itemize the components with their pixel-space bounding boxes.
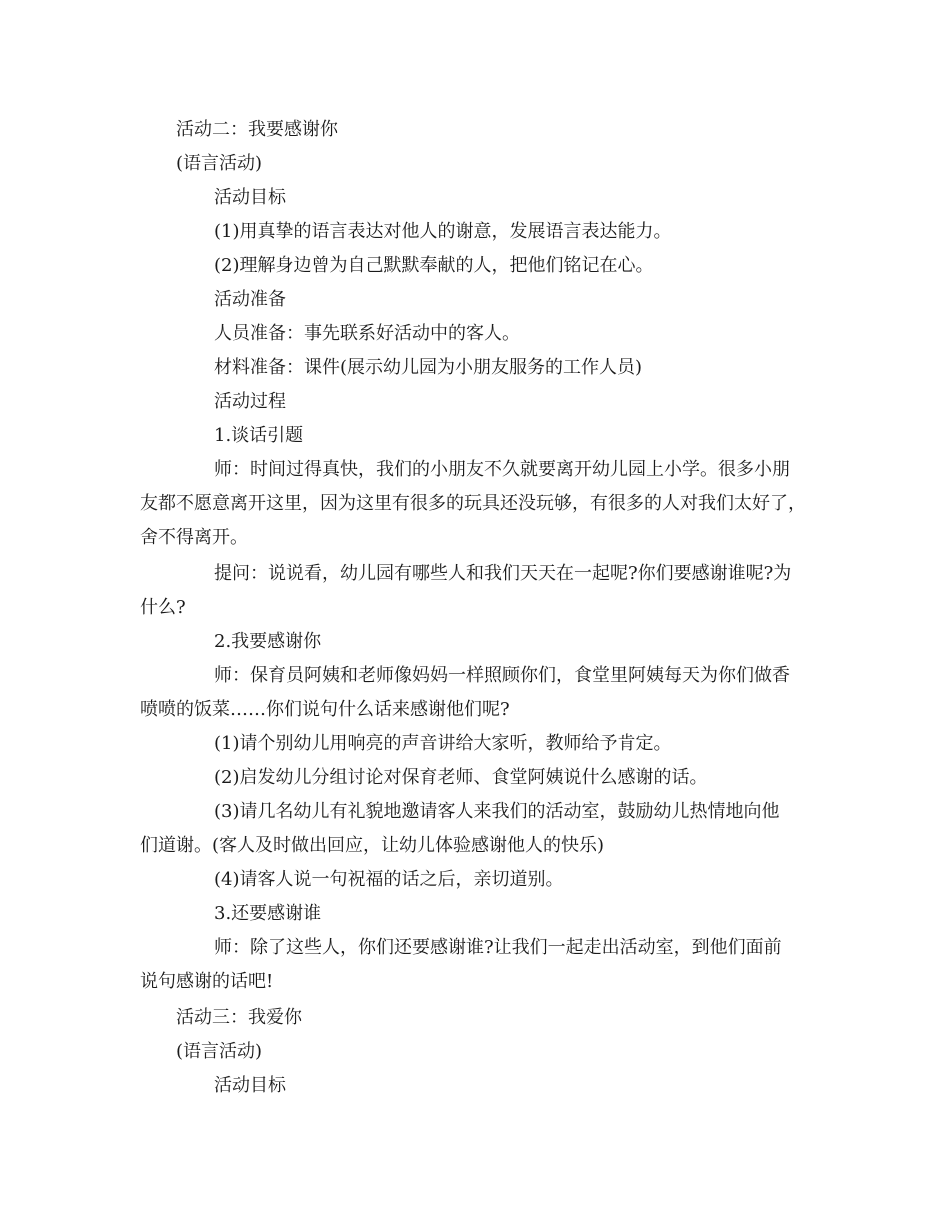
paragraph-line: (4)请客人说一句祝福的话之后，亲切道别。 [214,869,564,890]
activity-type: (语言活动) [176,1041,263,1062]
subheading: 活动目标 [214,1075,286,1096]
activity-type: (语言活动) [176,153,263,174]
paragraph-line: 师：时间过得真快，我们的小朋友不久就要离开幼儿园上小学。很多小朋 [214,459,790,480]
paragraph-line: 师：保育员阿姨和老师像妈妈一样照顾你们，食堂里阿姨每天为你们做香 [214,665,790,686]
paragraph-line: 舍不得离开。 [140,527,248,548]
paragraph-line: 友都不愿意离开这里，因为这里有很多的玩具还没玩够，有很多的人对我们太好了， [140,493,806,514]
paragraph-line: (2)理解身边曾为自己默默奉献的人，把他们铭记在心。 [214,255,654,276]
paragraph-line: 喷喷的饭菜……你们说句什么话来感谢他们呢? [140,699,510,720]
step-heading: 1.谈话引题 [214,425,304,446]
paragraph-line: 什么? [140,597,186,618]
paragraph-line: 们道谢。(客人及时做出回应，让幼儿体验感谢他人的快乐) [140,835,605,856]
paragraph-line: 人员准备：事先联系好活动中的客人。 [214,323,520,344]
paragraph-line: (3)请几名幼儿有礼貌地邀请客人来我们的活动室，鼓励幼儿热情地向他 [214,801,780,822]
paragraph-line: 师：除了这些人，你们还要感谢谁?让我们一起走出活动室，到他们面前 [214,937,782,958]
section-heading: 活动三：我爱你 [176,1007,302,1028]
paragraph-line: (2)启发幼儿分组讨论对保育老师、食堂阿姨说什么感谢的话。 [214,767,708,788]
paragraph-line: (1)请个别幼儿用响亮的声音讲给大家听，教师给予肯定。 [214,733,672,754]
section-heading: 活动二：我要感谢你 [176,119,338,140]
paragraph-line: (1)用真挚的语言表达对他人的谢意，发展语言表达能力。 [214,221,672,242]
subheading: 活动过程 [214,391,286,412]
paragraph-line: 提问：说说看，幼儿园有哪些人和我们天天在一起呢?你们要感谢谁呢?为 [214,563,792,584]
subheading: 活动准备 [214,289,286,310]
step-heading: 3.还要感谢谁 [214,903,322,924]
paragraph-line: 说句感谢的话吧! [140,971,274,992]
paragraph-line: 材料准备：课件(展示幼儿园为小朋友服务的工作人员) [214,357,643,378]
step-heading: 2.我要感谢你 [214,631,322,652]
subheading: 活动目标 [214,187,286,208]
